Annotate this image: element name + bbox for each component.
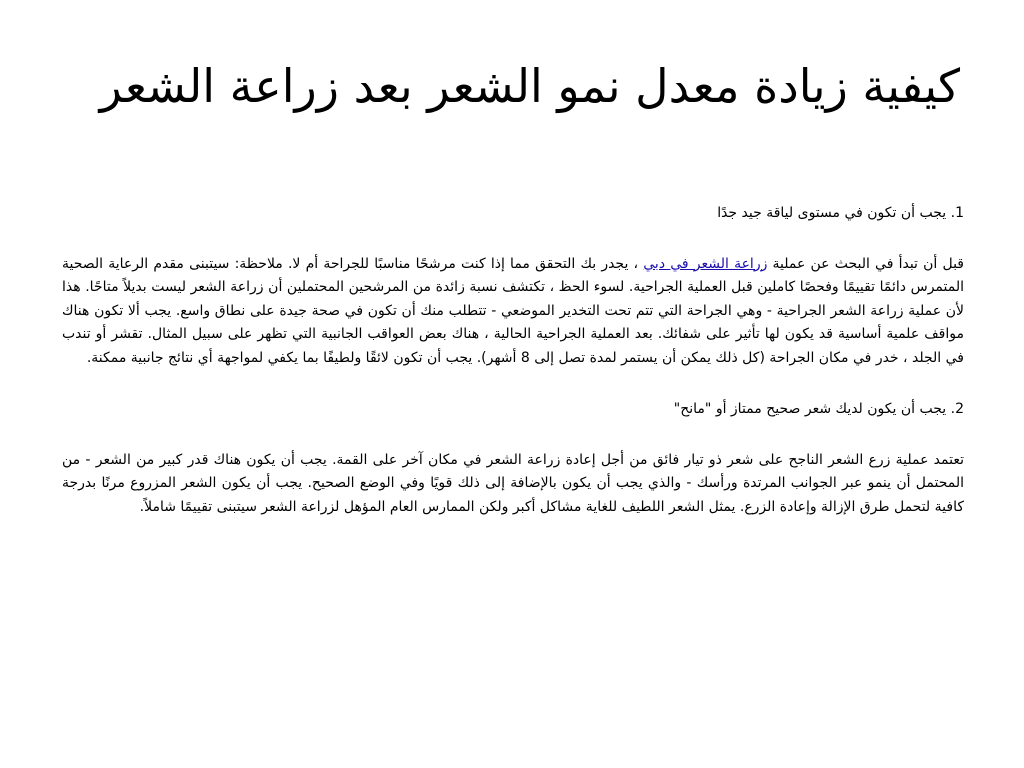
section-1-heading-text: يجب أن تكون في مستوى لياقة جيد جدًا [717, 205, 947, 221]
section-2-heading-text: يجب أن يكون لديك شعر صحيح ممتاز أو "مانح" [673, 401, 947, 417]
section-1-heading [62, 202, 964, 226]
hair-transplant-dubai-link[interactable]: زراعة الشعر في دبي [643, 255, 768, 272]
article-content [62, 202, 964, 547]
section-2-body: تعتمد عملية زرع الشعر الناجح على شعر ذو تيار فائق من أجل إعادة زراعة الشعر في مكان آخر على القمة. يجب أن يكون هناك قدر كبير من الشعر - من المحتمل أن ينمو عبر الجوانب المرتدة ورأسك - والذي يجب أن يكون بالإضافة إلى ذلك قويًا وفي الوضع الصحيح. يجب أن يكون الشعر المزروع مرنًا بدرجة كافية لتحمل طرق الإزالة وإعادة الزرع. يمثل الشعر اللطيف للغاية مشاكل أكبر ولكن الممارس العام المؤهل لزراعة الشعر سيتبنى تقييمًا شاملاً. [62, 451, 964, 515]
section-2-heading [62, 398, 964, 422]
section-2-number: 2. [950, 401, 964, 417]
section-1-body-after-link: ، يجدر بك التحقق مما إذا كنت مرشحًا مناسبًا للجراحة أم لا. ملاحظة: سيتبنى مقدم الرعاية الصحية المتمرس دائمًا تقييمًا وفحصًا كاملين قبل العملية الجراحية. لسوء الحظ ، تكتشف نسبة زائدة من المرشحين المحتملين أن زراعة الشعر ليست بديلاً متاحًا. هذا لأن عملية زراعة الشعر الجراحية - وهي الجراحة التي تتم تحت التخدير الموضعي - تتطلب منك أن تكون في صحة جيدة على نطاق واسع. يجب ألا تكون هناك مواقف علمية أساسية قد يكون لها تأثير على شفائك. بعد العملية الجراحية الحالية ، هناك بعض العواقب الجانبية التي تظهر على سبيل المثال. تقشر أو تندب في الجلد ، خدر في مكان الجراحة (كل ذلك يمكن أن يستمر لمدة تصل إلى 8 أشهر). يجب أن تكون لائقًا ولطيفًا بما يكفي لمواجهة أي نتائج جانبية ممكنة. [62, 255, 964, 366]
section-1-number: 1. [950, 205, 964, 221]
section-1-body [62, 253, 964, 371]
section-1-body-before-link: قبل أن تبدأ في البحث عن عملية [767, 255, 964, 272]
page-title: كيفية زيادة معدل نمو الشعر بعد زراعة الشعر [99, 59, 960, 113]
